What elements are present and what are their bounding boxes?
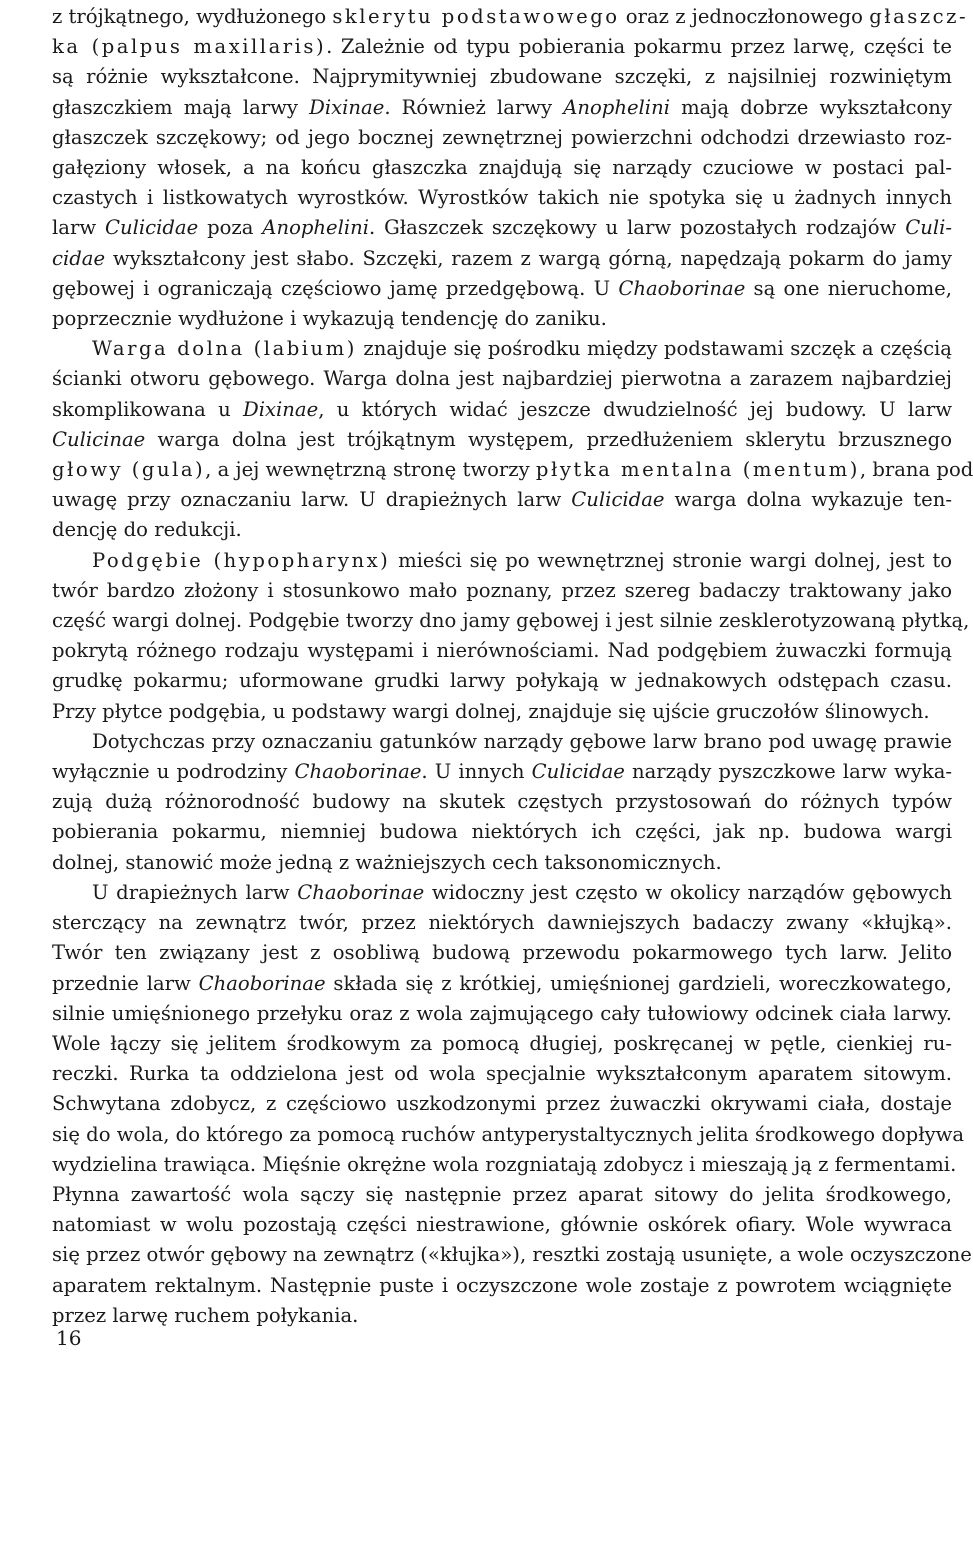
text-run: Przy płytce podgębia, u podstawy wargi dolnej, znajduje się ujście gruczołów ślinowych. xyxy=(52,699,930,723)
text-line xyxy=(52,425,952,455)
text-run: larw xyxy=(52,216,105,240)
spaced-term: płytka mentalna (mentum) xyxy=(535,458,860,482)
text-run: . Również larwy xyxy=(384,95,564,119)
text-run: zują dużą różnorodność budowy na skutek częstych przystosowań do różnych typów xyxy=(52,790,952,814)
text-line xyxy=(52,999,952,1029)
text-run: oraz z jednoczłonowego xyxy=(619,5,870,28)
italic-term: Culicidae xyxy=(571,488,665,512)
text-run: mają dobrze wykształcony xyxy=(669,95,952,119)
text-run: wydzielina trawiąca. Mięśnie okrężne wola rozgniatają zdobycz i mieszają ją z fermentami. xyxy=(52,1152,957,1176)
text-run: pobierania pokarmu, niemniej budowa niektórych ich części, jak np. budowa wargi xyxy=(52,820,952,844)
italic-term: Dixinae xyxy=(242,397,319,421)
text-run: przez larwę ruchem połykania. xyxy=(52,1303,359,1327)
text-line xyxy=(52,1301,952,1331)
text-line xyxy=(52,123,952,153)
text-line xyxy=(52,727,952,757)
text-line xyxy=(52,666,952,696)
text-run: dolnej, stanowić może jedną z ważniejszych cech taksonomicznych. xyxy=(52,850,722,874)
text-line xyxy=(52,1150,957,1180)
text-run: . Zależnie od typu pobierania pokarmu przez larwę, części te xyxy=(326,35,952,59)
text-run: , a jej wewnętrzną stronę tworzy xyxy=(205,458,536,482)
text-run: warga dolna jest trójkątnym występem, przedłużeniem sklerytu brzusznego xyxy=(145,427,952,451)
text-run: reczki. Rurka ta oddzielona jest od wola specjalnie wykształconym aparatem sitowym. xyxy=(52,1062,952,1086)
text-line xyxy=(52,1180,952,1210)
text-run: się do wola, do którego za pomocą ruchów antyperystaltycznych jelita środkowego dopływa xyxy=(52,1122,965,1146)
paragraph xyxy=(52,334,973,545)
text-run: poza xyxy=(198,216,263,240)
text-run: aparatem rektalnym. Następnie puste i oczyszczone wole zostaje z powrotem wciągnięte xyxy=(52,1273,952,1297)
italic-term: Chaoborinae xyxy=(618,276,746,300)
text-run: wyłącznie u podrodziny xyxy=(52,760,295,784)
text-line xyxy=(52,153,952,183)
text-run: czastych i listkowatych wyrostków. Wyrostków takich nie spotyka się u żadnych innych xyxy=(52,186,952,210)
text-run: . Głaszczek szczękowy u larw pozostałych rodzajów xyxy=(369,216,906,240)
spaced-term: Podgębie (hypopharynx) xyxy=(92,548,391,572)
text-run: gębowej i ograniczają częściowo jamę przedgębową. U xyxy=(52,276,619,300)
text-line xyxy=(52,697,952,727)
text-run: dencję do redukcji. xyxy=(52,518,242,542)
text-run: gałęziony włosek, a na końcu głaszczka znajdują się narządy czuciowe w postaci pal- xyxy=(52,156,952,180)
text-run: głaszczkiem mają larwy xyxy=(52,95,310,119)
italic-term: Chaoborinae xyxy=(198,971,326,995)
text-run: skomplikowana u xyxy=(52,397,243,421)
text-line xyxy=(52,546,952,576)
text-line xyxy=(52,244,952,274)
spaced-term: sklerytu podstawowego xyxy=(332,5,620,28)
italic-term: Culi- xyxy=(905,216,952,240)
text-line xyxy=(52,364,952,394)
text-run: wykształcony jest słabo. Szczęki, razem z wargą górną, napędzają pokarm do jamy xyxy=(105,246,952,270)
text-line xyxy=(52,213,952,243)
text-run: poprzecznie wydłużone i wykazują tendencję do zaniku. xyxy=(52,307,607,331)
text-line xyxy=(52,1089,952,1119)
text-run: widoczny jest często w okolicy narządów gębowych xyxy=(424,880,953,904)
italic-term: Culicidae xyxy=(104,216,199,240)
text-line xyxy=(52,2,969,32)
text-run: znajduje się pośrodku między podstawami szczęk a częścią xyxy=(356,337,952,361)
paragraph xyxy=(52,546,970,727)
text-run: narządy pyszczkowe larw wyka- xyxy=(624,760,953,784)
text-line xyxy=(52,817,952,847)
text-line xyxy=(52,606,970,636)
text-run: ścianki otworu gębowego. Warga dolna jest najbardziej pierwotna a zarazem najbardziej xyxy=(52,367,952,391)
text-line xyxy=(52,1120,965,1150)
spaced-term: ka (palpus maxillaris) xyxy=(52,35,327,59)
italic-term: Chaoborinae xyxy=(294,760,422,784)
italic-term: cidae xyxy=(52,246,106,270)
text-line xyxy=(52,62,952,92)
text-run: twór bardzo złożony i stosunkowo mało poznany, przez szereg badaczy traktowany jako xyxy=(52,578,952,602)
text-line xyxy=(52,848,952,878)
text-run: z trójkątnego, wydłużonego xyxy=(52,5,333,28)
text-run: przednie larw xyxy=(52,971,199,995)
page-number: 16 xyxy=(56,1326,82,1350)
paragraph xyxy=(52,878,972,1331)
text-line xyxy=(52,274,952,304)
text-line xyxy=(52,878,952,908)
text-line xyxy=(52,1210,952,1240)
text-run: grudkę pokarmu; uformowane grudki larwy połykają w jednakowych odstępach czasu. xyxy=(52,669,952,693)
text-line xyxy=(52,787,952,817)
text-line xyxy=(52,395,952,425)
text-run: Twór ten związany jest z osobliwą budową przewodu pokarmowego tych larw. Jelito xyxy=(52,941,952,965)
text-line xyxy=(52,576,952,606)
text-run: mieści się po wewnętrznej stronie wargi dolnej, jest to xyxy=(390,548,953,572)
text-run: Schwytana zdobycz, z częściowo uszkodzonymi przez żuwaczki okrywami ciała, dostaje xyxy=(52,1092,952,1116)
text-line xyxy=(52,455,973,485)
text-run: silnie umięśnionego przełyku oraz z wola zajmującego cały tułowiowy odcinek ciała larwy. xyxy=(52,1001,952,1025)
spaced-term: głaszcz- xyxy=(869,5,969,28)
text-line xyxy=(52,1271,952,1301)
text-line xyxy=(52,304,952,334)
text-line xyxy=(52,938,952,968)
text-line xyxy=(52,757,952,787)
text-run: , u których widać jeszcze dwudzielność jej budowy. U larw xyxy=(318,397,952,421)
text-line xyxy=(52,183,952,213)
text-run: natomiast w wolu pozostają części niestrawione, głównie oskórek ofiary. Wole wywraca xyxy=(52,1213,952,1237)
spaced-term: głowy (gula) xyxy=(52,458,206,482)
paragraph xyxy=(52,727,952,878)
text-run: Dotychczas przy oznaczaniu gatunków narządy gębowe larw brano pod uwagę prawie xyxy=(92,729,952,753)
text-run: głaszczek szczękowy; od jego bocznej zewnętrznej powierzchni odchodzi drzewiasto roz- xyxy=(52,125,952,149)
text-line xyxy=(52,32,952,62)
text-line xyxy=(52,969,952,999)
text-run: , brana pod xyxy=(859,458,973,482)
text-run: są one nieruchome, xyxy=(745,276,952,300)
italic-term: Anophelini xyxy=(563,95,670,119)
paragraph xyxy=(52,2,969,334)
text-run: U drapieżnych larw xyxy=(92,880,298,904)
text-run: Płynna zawartość wola sączy się następnie przez aparat sitowy do jelita środkowego, xyxy=(52,1182,952,1206)
body-text xyxy=(52,2,973,1331)
text-run: pokrytą różnego rodzaju występami i nierównościami. Nad podgębiem żuwaczki formują xyxy=(52,639,952,663)
text-line xyxy=(52,93,952,123)
text-run: warga dolna wykazuje ten- xyxy=(664,488,952,512)
text-run: się przez otwór gębowy na zewnątrz («kłujka»), resztki zostają usunięte, a wole oczyszczone xyxy=(52,1243,972,1267)
text-line xyxy=(52,485,952,515)
italic-term: Culicidae xyxy=(531,760,625,784)
text-run: . U innych xyxy=(421,760,532,784)
text-run: sterczący na zewnątrz twór, przez niektórych dawniejszych badaczy zwany «kłujką». xyxy=(52,911,952,935)
text-line xyxy=(52,1240,972,1270)
text-run: są różnie wykształcone. Najprymitywniej zbudowane szczęki, z najsilniej rozwiniętym xyxy=(52,65,952,89)
text-run: część wargi dolnej. Podgębie tworzy dno jamy gębowej i jest silnie zesklerotyzowaną płytką, xyxy=(52,609,970,633)
italic-term: Dixinae xyxy=(309,95,385,119)
italic-term: Culicinae xyxy=(52,427,146,451)
text-line xyxy=(52,1029,952,1059)
text-line xyxy=(52,908,952,938)
text-line xyxy=(52,515,952,545)
text-run: składa się z krótkiej, umięśnionej gardzieli, woreczkowatego, xyxy=(325,971,952,995)
italic-term: Anophelini xyxy=(262,216,370,240)
document-page xyxy=(52,2,973,1331)
text-line xyxy=(52,334,952,364)
text-line xyxy=(52,1059,952,1089)
text-run: uwagę przy oznaczaniu larw. U drapieżnych larw xyxy=(52,488,572,512)
text-line xyxy=(52,636,952,666)
text-run: Wole łączy się jelitem środkowym za pomocą długiej, poskręcanej w pętle, cienkiej ru- xyxy=(52,1031,952,1055)
italic-term: Chaoborinae xyxy=(297,880,425,904)
spaced-term: Warga dolna (labium) xyxy=(92,337,357,361)
